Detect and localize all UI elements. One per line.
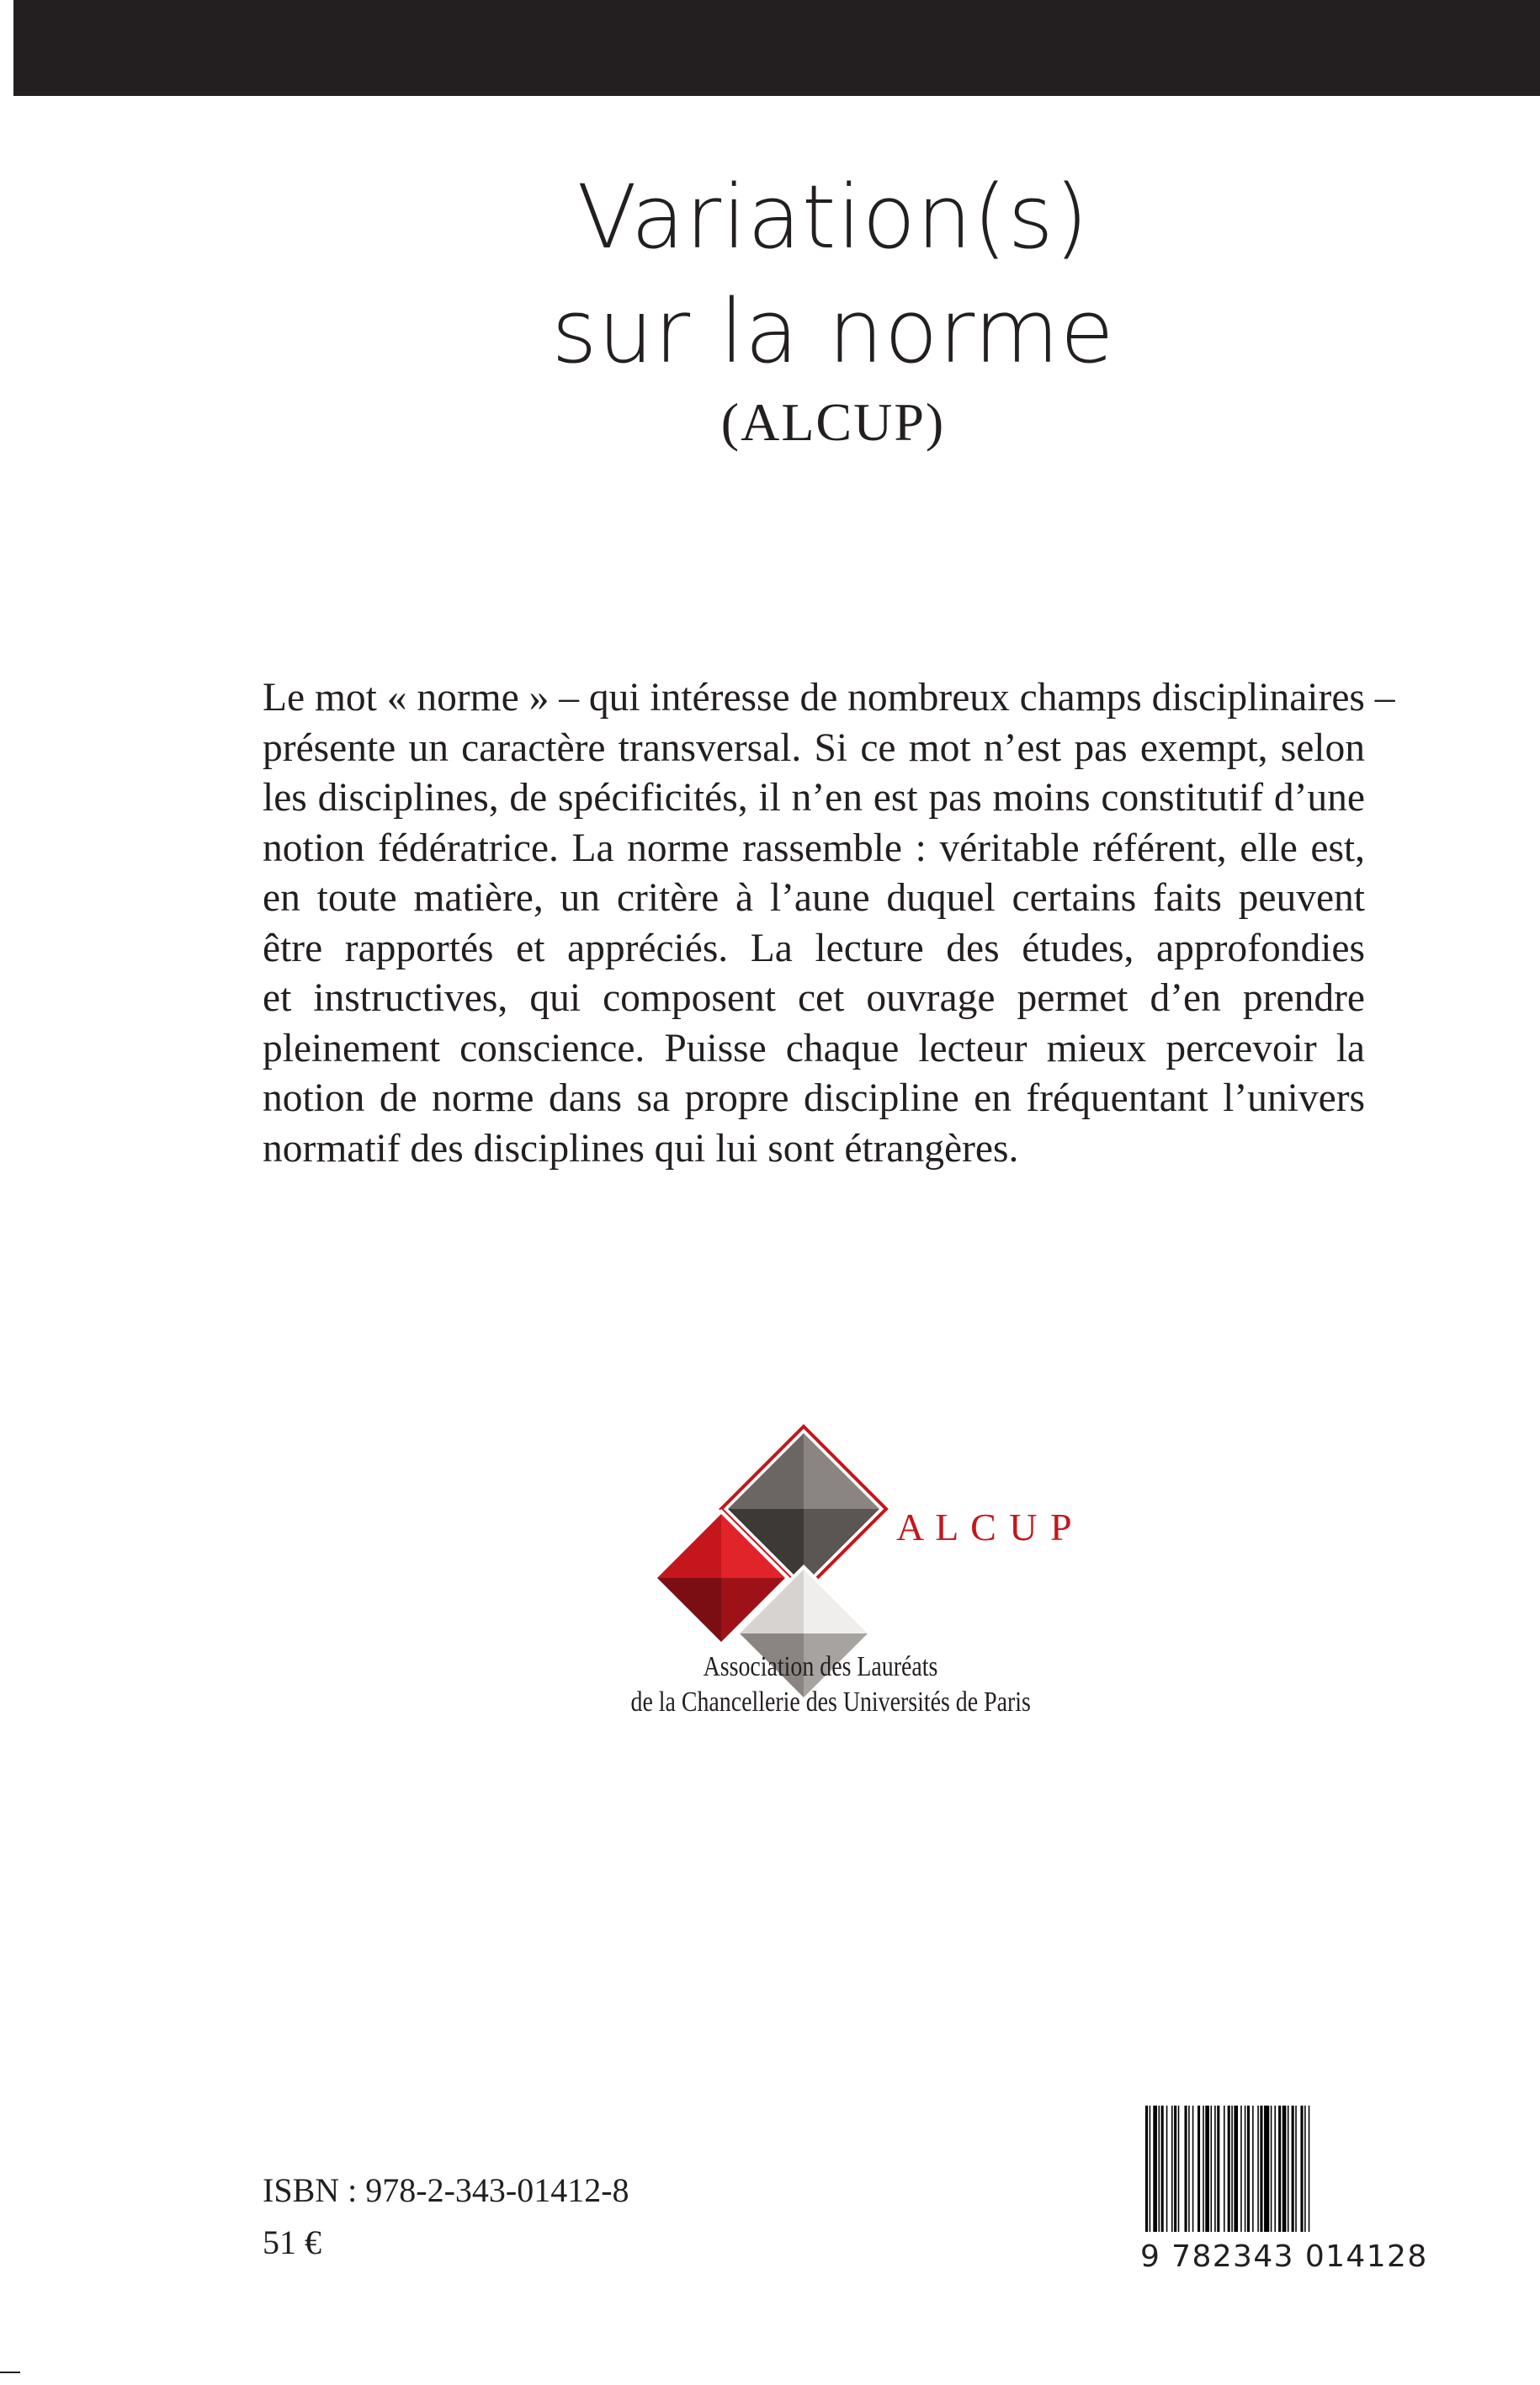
barcode-bar [1252, 2106, 1254, 2232]
barcode-bar [1192, 2106, 1194, 2232]
barcode-bar [1197, 2106, 1200, 2232]
blurb-line: et instructives, qui composent cet ouvrage permet d’en prendre [263, 976, 1365, 1020]
barcode-bar [1166, 2106, 1168, 2232]
barcode-bar [1153, 2106, 1157, 2232]
barcode-bar [1203, 2106, 1204, 2232]
barcode-bar [1231, 2106, 1233, 2232]
barcode-bar [1247, 2106, 1250, 2232]
barcode-bar [1145, 2106, 1148, 2232]
book-title [396, 160, 1271, 389]
barcode-bar [1188, 2106, 1190, 2232]
barcode-bar [1211, 2106, 1213, 2232]
logo-caption-line-1: Association des Lauréats [703, 1651, 938, 1682]
logo-caption-line-2: de la Chancellerie des Universités de Paris [630, 1686, 1031, 1718]
barcode-bar [1304, 2106, 1306, 2232]
barcode-bar [1214, 2106, 1216, 2232]
barcode-bar [1274, 2106, 1276, 2232]
barcode-bar [1228, 2106, 1230, 2232]
logo-caption [630, 1649, 1031, 1720]
blurb-line: les disciplines, de spécificités, il n’en est pas moins constitutif d’une [263, 776, 1365, 820]
top-color-band [13, 0, 1540, 96]
barcode-bar [1295, 2106, 1297, 2232]
barcode-bar [1271, 2106, 1272, 2232]
blurb-line: Le mot « norme » – qui intéresse de nombreux champs disciplinaires – [263, 676, 1395, 720]
barcode-bar [1245, 2106, 1246, 2232]
logo-wordmark: A L C U P [896, 1506, 1074, 1548]
barcode-bar [1161, 2106, 1164, 2232]
barcode-bar [1278, 2106, 1281, 2232]
back-cover-blurb [263, 673, 1395, 1174]
barcode-bar [1264, 2106, 1269, 2232]
title-line-2: sur la norme [551, 280, 1115, 383]
title-line-1: Variation(s) [576, 166, 1090, 268]
barcode-bar [1185, 2106, 1187, 2232]
blurb-line: normatif des disciplines qui lui sont étrangères. [263, 1126, 1019, 1171]
barcode-bar [1234, 2106, 1238, 2232]
blurb-line: en toute matière, un critère à l’aune duquel certains faits peuvent [263, 876, 1365, 920]
blurb-line: être rapportés et appréciés. La lecture des études, approfondies [263, 926, 1365, 970]
barcode-bar [1282, 2106, 1287, 2232]
barcode-bar [1309, 2106, 1310, 2232]
blurb-line: notion de norme dans sa propre discipline en fréquentant l’univers [263, 1076, 1365, 1120]
barcode-bar [1150, 2106, 1151, 2232]
crop-mark [0, 2372, 20, 2373]
blurb-line: notion fédératrice. La norme rassemble : véritable référent, elle est, [263, 826, 1365, 870]
barcode-bar [1224, 2106, 1225, 2232]
blurb-line: pleinement conscience. Puisse chaque lecteur mieux percevoir la [263, 1026, 1365, 1070]
barcode-bar [1171, 2106, 1173, 2232]
barcode-digits: 9 782343 014128 [1140, 2239, 1428, 2274]
barcode-bar [1205, 2106, 1209, 2232]
barcode-bar [1257, 2106, 1259, 2232]
barcode-bar [1240, 2106, 1242, 2232]
barcode-bar [1292, 2106, 1294, 2232]
isbn-text: ISBN : 978-2-343-01412-8 [263, 2171, 629, 2209]
blurb-line: présente un caractère transversal. Si ce mot n’est pas exempt, selon [263, 725, 1365, 770]
barcode-bar [1288, 2106, 1289, 2232]
barcode-bar [1159, 2106, 1160, 2232]
price-text: 51 € [263, 2223, 321, 2261]
barcode-bar [1260, 2106, 1262, 2232]
barcode-bar [1217, 2106, 1219, 2232]
barcode-bar [1174, 2106, 1176, 2232]
alcup-logo [652, 1426, 1074, 1645]
barcode-bar [1178, 2106, 1180, 2232]
barcode-bar [1300, 2106, 1303, 2232]
book-subtitle: (ALCUP) [720, 392, 946, 452]
